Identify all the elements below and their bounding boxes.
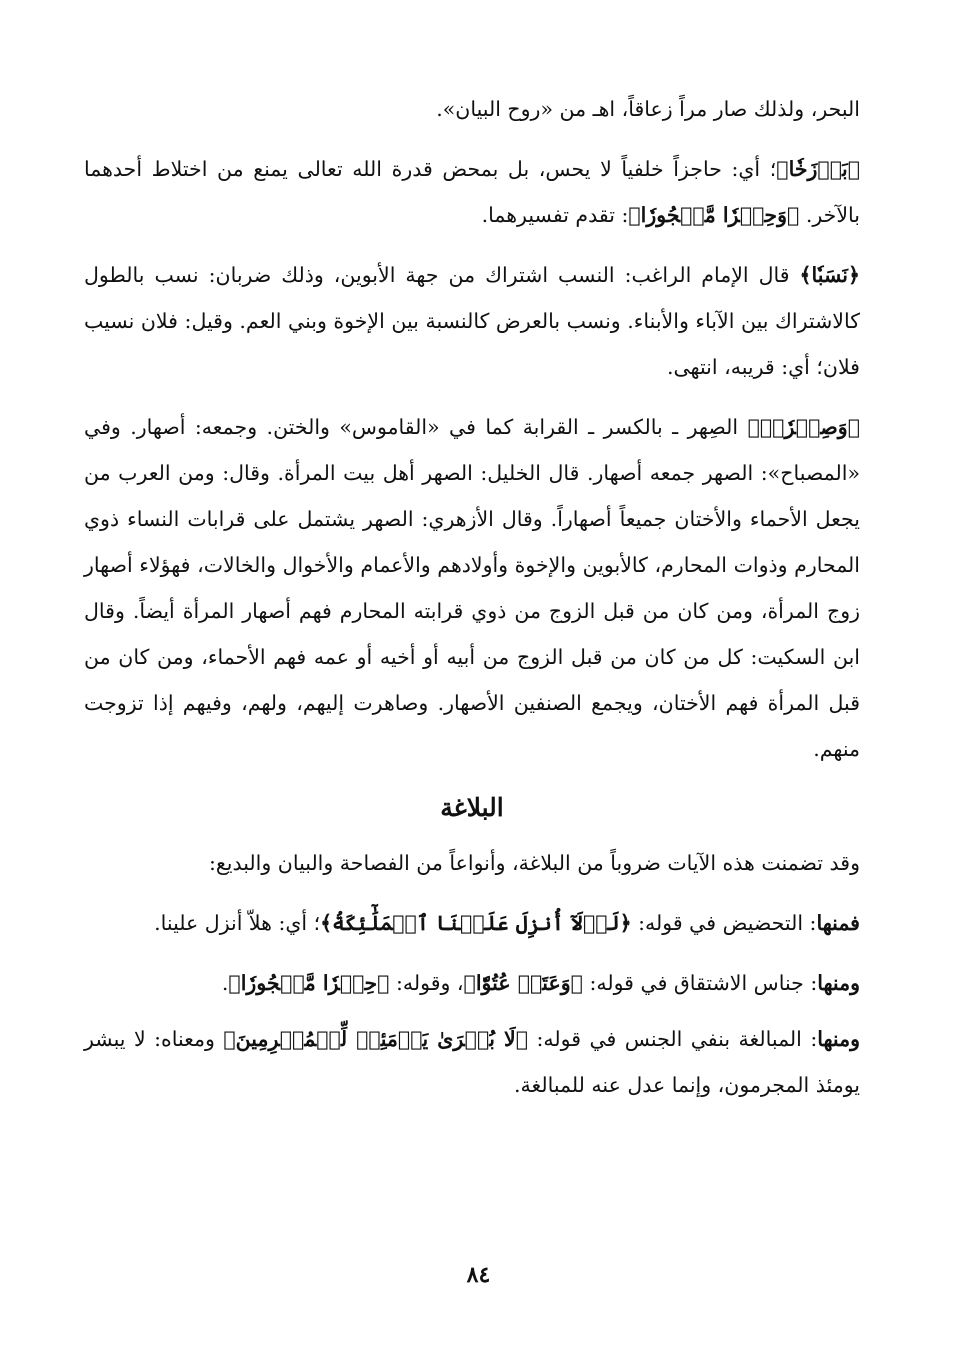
- paragraph-text: ومعناه: لا يبشر يومئذ المجرمون، وإنما عدل عنه للمبالغة.: [84, 1027, 860, 1097]
- quran-term: ﴿وَعَتَوۡ عُتُوّٗا﴾: [463, 971, 583, 995]
- paragraph-text: ، وقوله:: [389, 971, 464, 995]
- paragraph-text: الصِهر ـ بالكسر ـ القرابة كما في «القاموس» والختن. وجمعه: أصهار. وفي «المصباح»: الصهر جمعه أصهار. قال الخليل: الصهر أهل بيت المرأة. وقال: ومن العرب من يجعل الأحماء والأختان جميعاً أصهاراً. وقال الأزهري: الصهر يشتمل على قرابات النساء ذوي المحارم وذوات المحارم، كالأبوين والإخوة وأولادهم والأعمام والأخوال والخالات، فهؤلاء أصهار زوج المرأة، ومن كان من قبل الزوج من ذوي قرابته المحارم فهم أصهار المرأة أيضاً. وقال ابن السكيت: كل من كان من قبل الزوج من أبيه أو أخيه أو عمه فهم الأحماء، ومن كان من قبل المرأة فهم الأختان، ويجمع الصنفين الأصهار. وصاهرت إليهم، ولهم، وفيهم إذا تزوجت منهم.: [84, 415, 860, 761]
- quran-term: ﴿نَسَبٗا﴾: [799, 263, 860, 287]
- paragraph-barzakh: [84, 146, 860, 238]
- paragraph-intro-balagha: [84, 840, 860, 886]
- paragraph-text: : جناس الاشتقاق في قوله:: [582, 971, 818, 995]
- paragraph-text: قال الإمام الراغب: النسب اشتراك من جهة الأبوين، وذلك ضربان: نسب بالطول كالاشتراك بين الآباء والأبناء. ونسب بالعرض كالنسبة بين الإخوة وبني العم. وقيل: فلان نسيب فلان؛ أي: قريبه، انتهى.: [84, 263, 860, 379]
- paragraph-sihr: [84, 404, 860, 772]
- paragraph-jinas: [84, 960, 860, 1006]
- quran-term: ﴿حِجۡرٗا مَّحۡجُورٗا﴾: [228, 971, 390, 995]
- paragraph-text: البحر، ولذلك صار مراً زعاقاً، اهـ من «روح البيان».: [436, 97, 860, 121]
- section-heading: البلاغة: [440, 793, 504, 822]
- paragraph-text: : تقدم تفسيرهما.: [481, 203, 629, 227]
- paragraph-text: ؛ أي: حاجزاً خلفياً لا يحس، بل بمحض قدرة الله تعالى يمنع من اختلاط أحدهما بالآخر.: [84, 157, 860, 227]
- quran-term: ﴿بَرۡزَخٗا﴾: [776, 157, 860, 181]
- paragraph-lead: ومنها: [817, 1027, 860, 1051]
- quran-term: ﴿لَوۡلَآ أُنزِلَ عَلَيۡنَا ٱلۡمَلَٰٓئِكَةُ﴾: [320, 911, 632, 935]
- page-number: ٨٤: [466, 1262, 491, 1288]
- paragraph-lead: فمنها: [816, 911, 860, 935]
- quran-term: ﴿وَصِهۡرٗاۗ﴾: [747, 415, 860, 439]
- paragraph-text: وقد تضمنت هذه الآيات ضروباً من البلاغة، وأنواعاً من الفصاحة والبيان والبديع:: [208, 851, 860, 875]
- quran-term: ﴿لَا بُشۡرَىٰ يَوۡمَئِذٖ لِّلۡمُجۡرِمِينَ﴾: [223, 1027, 529, 1051]
- paragraph-nasab: [84, 252, 860, 390]
- paragraph-tahdid: [84, 900, 860, 946]
- paragraph-text: : المبالغة بنفي الجنس في قوله:: [528, 1027, 818, 1051]
- paragraph-text: : التحضيض في قوله:: [631, 911, 817, 935]
- paragraph-lead: ومنها: [817, 971, 860, 995]
- paragraph-text: ؛ أي: هلاّ أنزل علينا.: [154, 911, 321, 935]
- paragraph-continuation: [84, 86, 860, 132]
- paragraph-mubalagha: [84, 1016, 860, 1108]
- paragraph-text: .: [221, 971, 229, 995]
- quran-term: ﴿وَحِجۡرٗا مَّحۡجُورٗا﴾: [628, 203, 800, 227]
- page-body: [84, 86, 860, 1122]
